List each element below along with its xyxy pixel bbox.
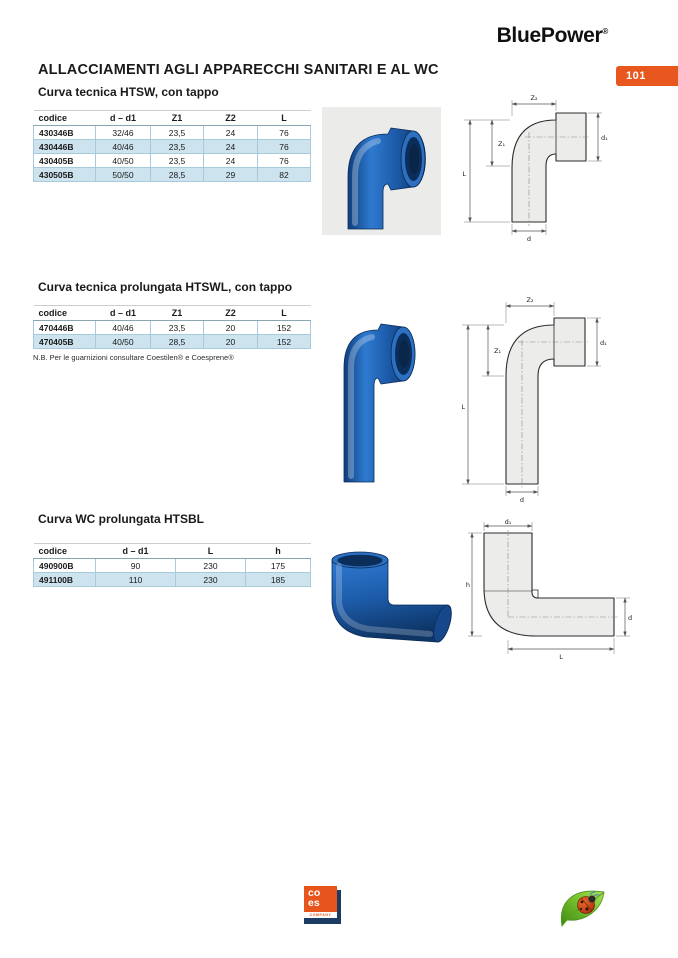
value-cell: 28,5 [151,335,204,349]
table-row [34,335,311,349]
value-cell: 23,5 [151,154,204,168]
dim-label-z1: Z₁ [498,140,506,148]
column-header: L [176,544,246,559]
dim-label-z1: Z₁ [494,347,502,355]
dim-label-d1: d₁ [504,518,512,526]
tech-drawing-htsw [452,92,610,244]
ladybug-spot [581,901,584,904]
socket-bore-inner [409,144,419,174]
value-cell: 40/46 [96,321,151,335]
value-cell: 76 [258,126,311,140]
page-title: ALLACCIAMENTI AGLI APPARECCHI SANITARI E AL WC [38,62,439,78]
brand-logo [497,24,608,48]
column-header: Z1 [151,306,204,321]
table-row [34,154,311,168]
table-row [34,321,311,335]
value-cell: 23,5 [151,321,204,335]
column-header: codice [34,306,96,321]
column-header: h [246,544,311,559]
value-cell: 230 [176,573,246,587]
value-cell: 20 [204,335,258,349]
value-cell: 230 [176,559,246,573]
value-cell: 76 [258,140,311,154]
code-cell: 430405B [34,154,96,168]
dim-label-d: d [526,235,532,243]
value-cell: 152 [258,335,311,349]
value-cell: 185 [246,573,311,587]
code-cell: 470446B [34,321,96,335]
value-cell: 20 [204,321,258,335]
product-photo-htswl [324,304,434,488]
section-heading-htsw: Curva tecnica HTSW, con tappo [38,85,219,99]
socket-bore [338,555,383,567]
coes-logo-mark [304,886,337,912]
code-cell: 430346B [34,126,96,140]
brand-name: BluePower [496,24,603,47]
code-cell: 470405B [34,335,96,349]
table-header-row [34,306,311,321]
page-number-badge: 101 [616,66,678,86]
value-cell: 152 [258,321,311,335]
column-header: Z1 [151,111,204,126]
registered-mark: ® [602,27,608,36]
column-header: Z2 [204,306,258,321]
spec-table-htsbl [33,543,311,587]
elbow-outline [512,113,586,222]
value-cell: 110 [96,573,176,587]
value-cell: 23,5 [151,126,204,140]
dim-label-L: L [462,170,466,178]
spec-table-htsw [33,110,311,182]
column-header: d – d1 [96,306,151,321]
dim-label-L: L [461,403,465,411]
value-cell: 40/50 [96,335,151,349]
table-row [34,168,311,182]
table-header-row [34,544,311,559]
coes-logo-band [304,918,337,924]
elbow-outline [506,318,585,484]
coes-company-logo [304,886,342,926]
table-row [34,140,311,154]
table-row [34,559,311,573]
code-cell: 490900B [34,559,96,573]
dim-label-z2: Z₂ [530,94,538,102]
product-photo-htsbl [320,548,465,653]
value-cell: 23,5 [151,140,204,154]
value-cell: 76 [258,154,311,168]
column-header: L [258,111,311,126]
note-gaskets: N.B. Per le guarnizioni consultare Coestilen® e Coesprene® [33,353,234,362]
ladybug-spot [585,907,588,910]
section-heading-htsbl: Curva WC prolungata HTSBL [38,512,205,526]
eco-leaf-ladybug-icon [557,883,609,929]
value-cell: 28,5 [151,168,204,182]
tech-drawing-htswl [452,292,610,504]
wc-elbow-outline [484,533,614,636]
spec-table-htswl [33,305,311,349]
table-row [34,573,311,587]
column-header: d – d1 [96,544,176,559]
section-heading-htswl: Curva tecnica prolungata HTSWL, con tappo [38,280,293,294]
dim-label-d: d [628,614,633,622]
value-cell: 24 [204,154,258,168]
dim-label-h: h [465,581,470,589]
dim-label-z2: Z₂ [526,296,534,304]
value-cell: 32/46 [96,126,151,140]
value-cell: 24 [204,126,258,140]
code-cell: 491100B [34,573,96,587]
table-row [34,126,311,140]
ladybug-head [589,896,596,903]
value-cell: 29 [204,168,258,182]
value-cell: 40/50 [96,154,151,168]
column-header: Z2 [204,111,258,126]
value-cell: 90 [96,559,176,573]
value-cell: 50/50 [96,168,151,182]
column-header: codice [34,111,96,126]
value-cell: 175 [246,559,311,573]
coes-logo-company: COMPANY [304,912,337,918]
socket-bore-inner [399,340,409,368]
ladybug-spot [580,908,582,910]
dim-label-d: d [519,496,525,504]
coes-logo-co: co [308,887,321,899]
dim-label-L: L [559,653,563,661]
table-header-row [34,111,311,126]
column-header: L [258,306,311,321]
value-cell: 40/46 [96,140,151,154]
coes-logo-es: es [308,896,320,909]
product-photo-htsw [322,107,441,235]
dim-label-d1: d₁ [601,134,608,142]
column-header: d – d1 [96,111,151,126]
code-cell: 430446B [34,140,96,154]
code-cell: 430505B [34,168,96,182]
value-cell: 82 [258,168,311,182]
value-cell: 24 [204,140,258,154]
tech-drawing-htsbl [462,518,638,662]
column-header: codice [34,544,96,559]
dim-label-d1: d₁ [600,339,607,347]
